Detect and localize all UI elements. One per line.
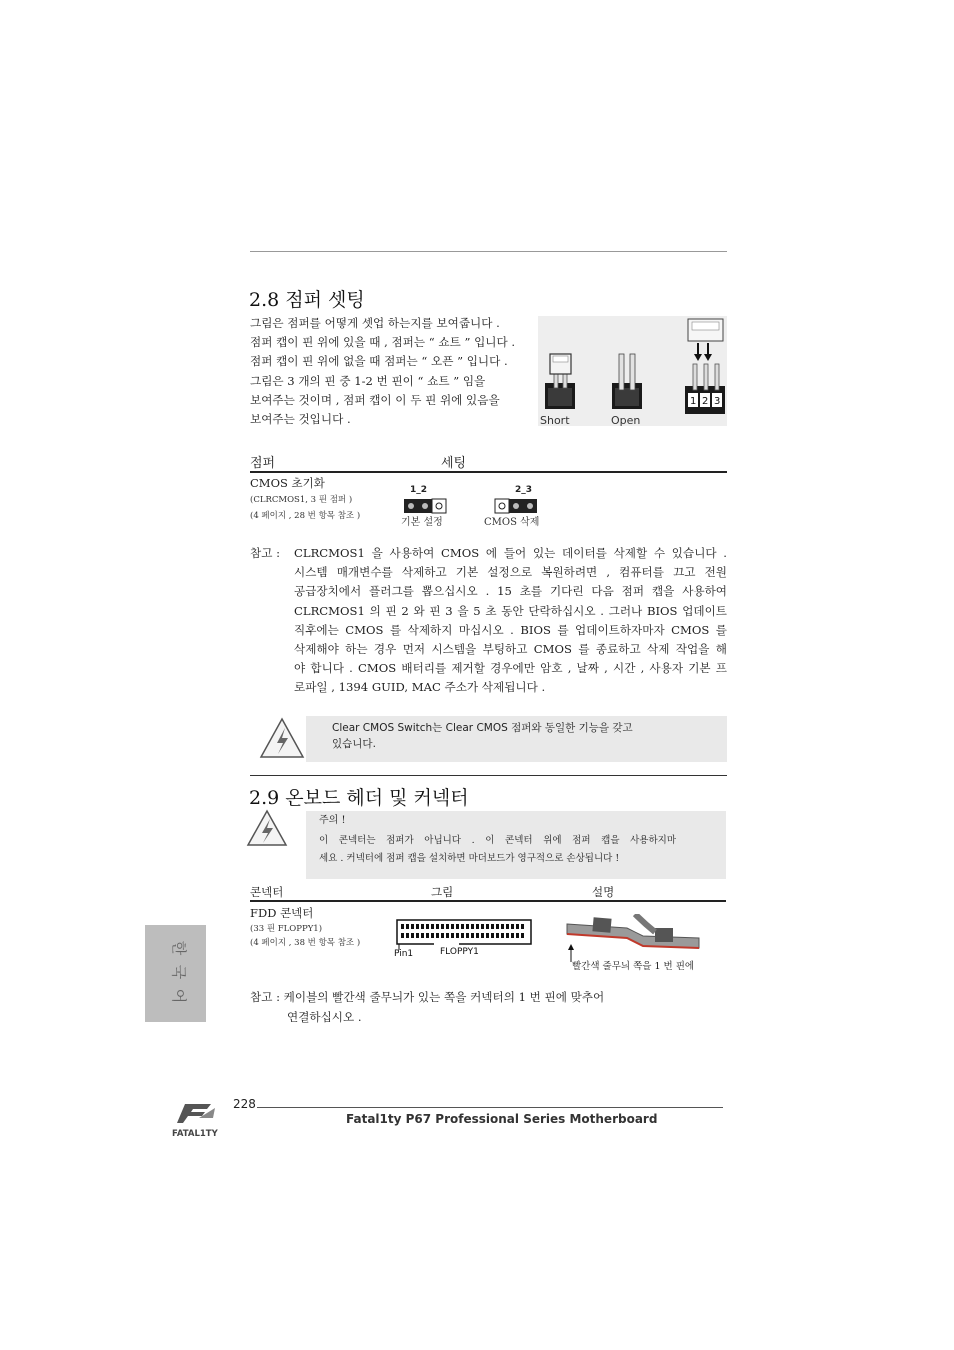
intro-line: 보여주는 것이며 , 점퍼 캡이 이 두 핀 위에 있음을 [250, 392, 500, 407]
note-line: CLRCMOS1 의 핀 2 와 핀 3 을 5 초 동안 단락하십시오 . 그러나 BIOS 업데이트 [294, 603, 727, 618]
note-line: 직후에는 CMOS 를 삭제하지 마십시오 . BIOS 를 업데이트하자마자 CMOS 를 [294, 622, 727, 637]
setting-clear-jumper-icon [494, 498, 538, 518]
setting-clear-pins: 2_3 [515, 485, 533, 495]
table-header-rule [250, 471, 727, 473]
tab-char: 국 [170, 964, 188, 980]
intro-line: 그림은 점퍼를 어떻게 셋업 하는지를 보여줍니다 . [250, 316, 500, 330]
warning-triangle-icon [258, 716, 306, 764]
pin1-label: Pin1 [394, 949, 414, 959]
table-header-figure: 그림 [431, 885, 454, 899]
connector-note-line1: 참고 : 케이블의 빨간색 줄무늬가 있는 쪽을 커넥터의 1 번 핀에 맞추어 [250, 990, 605, 1004]
jumper-illustration [538, 316, 727, 426]
cmos-row-sub2: (4 페이지 , 28 번 항목 참조 ) [250, 511, 361, 521]
setting-default-jumper-icon [403, 498, 447, 518]
caution-title: 주의 ! [319, 815, 346, 826]
top-rule [250, 251, 727, 252]
page-number: 228 [233, 1097, 256, 1111]
table-header-connector: 콘넥터 [250, 885, 284, 899]
open-label: Open [611, 414, 641, 426]
note-line: 로파일 , 1394 GUID, MAC 주소가 삭제됩니다 . [294, 680, 546, 695]
note-line: 삭제해야 하는 경우 먼저 시스템을 부팅하고 CMOS 를 종료하고 삭제 작업을 해 [294, 642, 727, 657]
table-header-setting: 세팅 [441, 456, 467, 471]
note-line: CLRCMOS1 을 사용하여 CMOS 에 들어 있는 데이터를 삭제할 수 있습니다 . [294, 546, 727, 560]
setting-default-pins: 1_2 [410, 485, 428, 495]
cable-caption: 빨간색 줄무늬 쪽을 1 번 핀에 [572, 961, 695, 972]
warning-line: 있습니다. [332, 738, 376, 750]
cmos-row-sub1: (CLRCMOS1, 3 핀 점퍼 ) [250, 495, 353, 505]
intro-line: 점퍼 캡이 핀 위에 없을 때 점퍼는 “ 오픈 ” 입니다 . [250, 354, 508, 369]
jumper-figure [538, 316, 727, 426]
note-line: 공급장치에서 플러그를 뽑으십시오 . 15 초를 기다린 다음 점퍼 캡을 사용하여 [294, 584, 727, 599]
caution-text [319, 832, 676, 868]
logo-text: FATAL1TY [172, 1129, 218, 1139]
intro-line: 점퍼 캡이 핀 위에 있을 때 , 점퍼는 “ 쇼트 ” 입니다 . [250, 335, 516, 350]
ribbon-cable-figure [563, 914, 703, 958]
fdd-connector-figure [394, 918, 534, 964]
cmos-row-name: CMOS 초기화 [250, 476, 325, 490]
fatal1ty-logo [171, 1102, 229, 1144]
tab-char: 어 [170, 988, 188, 1004]
fdd-row-name: FDD 콘넥터 [250, 906, 314, 920]
caution-line: 이 콘넥터는 점퍼가 아닙니다 . 이 콘넥터 위에 점퍼 캡을 사용하지마 [319, 835, 676, 846]
note-label: 참고 : [250, 546, 280, 560]
language-tab-text [168, 936, 190, 1008]
pin-1-label: 1 [690, 396, 697, 407]
short-label: Short [540, 414, 570, 426]
connector-note-line2: 연결하십시오 . [287, 1010, 362, 1024]
pin-3-label: 3 [714, 396, 721, 407]
short-jumper-icon [545, 354, 575, 409]
section-title-jumper-setup: 2.8 점퍼 셋팅 [249, 289, 365, 311]
section-title-onboard-headers: 2.9 온보드 헤더 및 커넥터 [249, 787, 469, 809]
note-paragraph [294, 544, 727, 698]
fdd-row-sub1: (33 핀 FLOPPY1) [250, 924, 323, 934]
caution-triangle-icon [245, 808, 289, 852]
table-header-description: 설명 [592, 885, 615, 899]
tab-char: 한 [170, 940, 188, 956]
warning-text [332, 720, 633, 752]
intro-line: 보여주는 것입니다 . [250, 412, 351, 427]
product-name: Fatal1ty P67 Professional Series Motherboard [346, 1112, 658, 1126]
note-line: 시스템 매개변수를 삭제하고 기본 설정으로 복원하려면 , 컴퓨터를 끄고 전원 [294, 565, 727, 580]
open-jumper-icon [612, 354, 642, 409]
setting-clear-label: CMOS 삭제 [484, 517, 540, 528]
note-line: 야 합니다 . CMOS 배터리를 제거할 경우에만 암호 , 날짜 , 시간 , 사용자 기본 프 [294, 661, 727, 676]
setting-default-label: 기본 설정 [401, 517, 443, 528]
connector-table-rule [250, 900, 726, 902]
floppy1-label: FLOPPY1 [440, 947, 479, 957]
pin-2-label: 2 [702, 396, 709, 407]
intro-line: 그림은 3 개의 핀 중 1-2 번 핀이 “ 쇼트 ” 임을 [250, 373, 486, 388]
caution-line: 세요 . 커넥터에 점퍼 캡을 설치하면 마더보드가 영구적으로 손상됩니다 ! [319, 853, 620, 864]
fdd-row-sub2: (4 페이지 , 38 번 항목 참조 ) [250, 938, 361, 948]
three-pin-jumper-icon [685, 319, 725, 414]
section-divider [250, 775, 727, 776]
footer-rule [257, 1107, 723, 1108]
warning-line: Clear CMOS Switch는 Clear CMOS 점퍼와 동일한 기능을 갖고 [332, 722, 633, 734]
table-header-jumper: 점퍼 [250, 456, 276, 471]
intro-text [250, 314, 515, 429]
